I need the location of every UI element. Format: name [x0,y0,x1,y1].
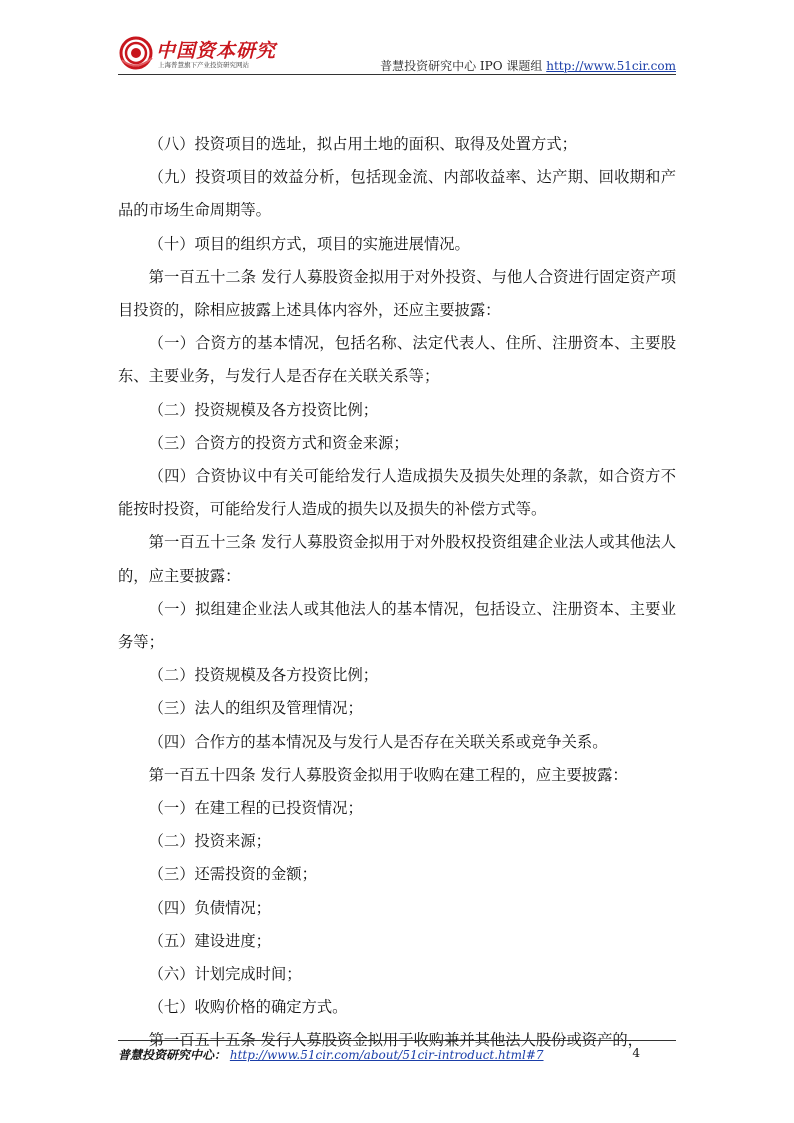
logo-title: 中国资本研究 [156,40,277,62]
page-number: 4 [632,1046,640,1060]
paragraph: （三）法人的组织及管理情况； [148,699,363,718]
footer-divider [118,1040,676,1041]
document-body [118,128,676,1058]
paragraph: 第一百五十三条 发行人募股资金拟用于对外股权投资组建企业法人或其他法人的，应主要披露： [118,533,676,585]
paragraph: （四）合作方的基本情况及与发行人是否存在关联关系或竞争关系。 [148,732,608,751]
paragraph: （四）合资协议中有关可能给发行人造成损失及损失处理的条款，如合资方不能按时投资，可能给发行人造成的损失以及损失的补偿方式等。 [118,467,676,519]
paragraph: （九）投资项目的效益分析，包括现金流、内部收益率、达产期、回收期和产品的市场生命周期等。 [118,168,676,220]
footer-label: 普慧投资研究中心： [118,1048,227,1062]
paragraph: 第一百五十五条 发行人募股资金拟用于收购兼并其他法人股份或资产的， [148,1031,643,1050]
paragraph: （五）建设进度； [148,931,271,950]
header-org-text: 普慧投资研究中心 IPO 课题组 [380,59,543,73]
paragraph: （三）合资方的投资方式和资金来源； [148,433,409,452]
page-header [118,30,676,75]
footer-url-link[interactable]: http://www.51cir.com/about/51cir-introduct.html#7 [229,1048,544,1062]
paragraph: 第一百五十二条 发行人募股资金拟用于对外投资、与他人合资进行固定资产项目投资的，除相应披露上述具体内容外，还应主要披露： [118,267,676,320]
paragraph: （一）拟组建企业法人或其他法人的基本情况，包括设立、注册资本、主要业务等； [118,599,676,652]
paragraph: 第一百五十四条 发行人募股资金拟用于收购在建工程的，应主要披露： [148,765,628,784]
logo-swirl-icon [118,34,158,72]
paragraph: （一）在建工程的已投资情况； [148,799,363,818]
header-org [380,57,676,74]
paragraph: （二）投资规模及各方投资比例； [148,400,379,419]
logo-subtitle: 上海普慧旗下产业投资研究网站 [158,61,249,69]
paragraph: （二）投资来源； [148,832,271,851]
header-divider [118,74,676,75]
paragraph: （十）项目的组织方式，项目的实施进展情况。 [148,234,470,253]
logo [118,34,277,72]
paragraph: （二）投资规模及各方投资比例； [148,666,379,685]
paragraph: （八）投资项目的选址，拟占用土地的面积、取得及处置方式； [148,135,577,153]
paragraph: （四）负债情况； [148,898,271,917]
paragraph: （三）还需投资的金额； [148,865,317,884]
paragraph: （六）计划完成时间； [148,965,302,984]
header-url-link[interactable]: http://www.51cir.com [546,59,676,73]
paragraph: （一）合资方的基本情况，包括名称、法定代表人、住所、注册资本、主要股东、主要业务，与发行人是否存在关联关系等； [118,334,676,386]
paragraph: （七）收购价格的确定方式。 [148,998,348,1017]
page-footer [118,1046,676,1063]
